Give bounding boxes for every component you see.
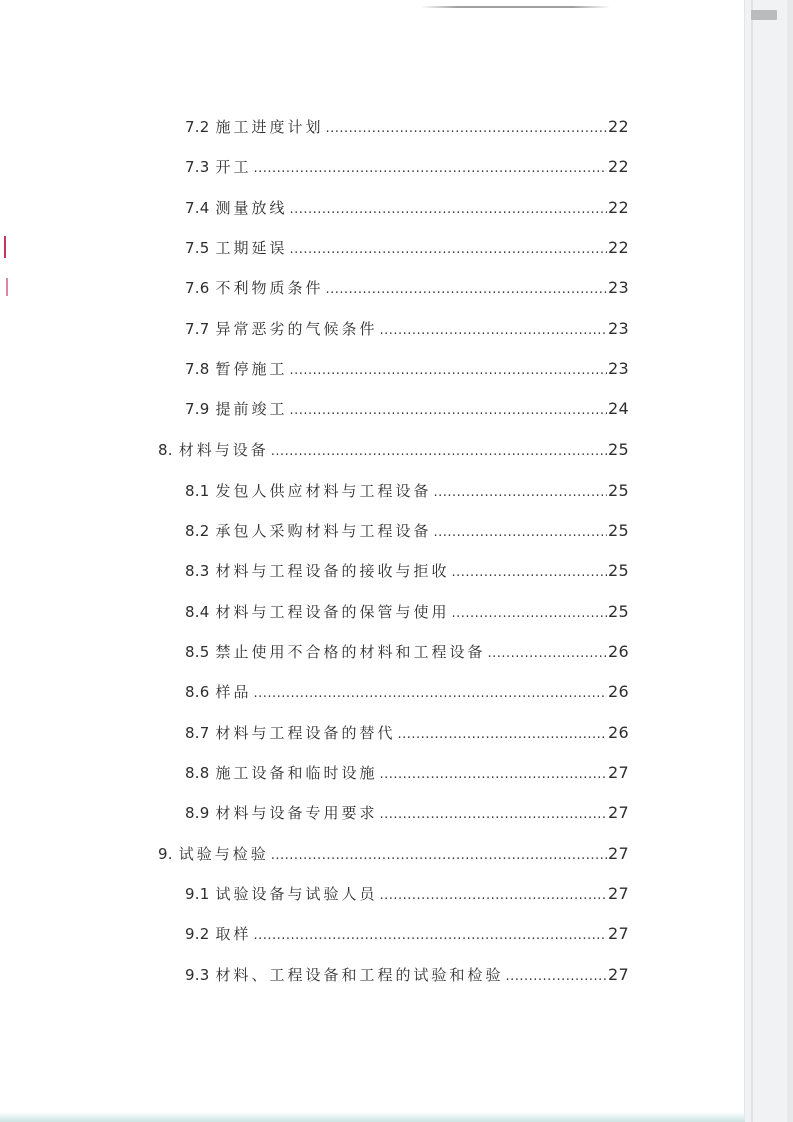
- toc-entry-number: 8.9: [185, 804, 210, 822]
- toc-entry-page: 25: [608, 481, 629, 500]
- toc-dot-leader: [325, 117, 607, 141]
- toc-dot-leader: [253, 157, 607, 181]
- toc-entry[interactable]: [185, 115, 629, 139]
- toc-entry-number: 8.1: [185, 482, 210, 500]
- toc-entry-title: 异常恶劣的气候条件: [215, 320, 378, 338]
- toc-chapter-page: 27: [608, 844, 629, 863]
- toc-entry-page: 26: [608, 723, 629, 742]
- toc-entry[interactable]: [185, 801, 629, 825]
- toc-dot-leader: [451, 602, 607, 626]
- toc-entry[interactable]: [185, 357, 629, 381]
- toc-entry-page: 22: [608, 198, 629, 217]
- toc-entry[interactable]: [185, 559, 629, 583]
- toc-entry-number: 7.5: [185, 239, 210, 257]
- toc-entry-page: 26: [608, 642, 629, 661]
- toc-entry-title: 禁止使用不合格的材料和工程设备: [215, 643, 486, 661]
- toc-entry-number: 8.6: [185, 683, 210, 701]
- toc-entry-page: 25: [608, 521, 629, 540]
- toc-entry[interactable]: [185, 680, 629, 704]
- toc-entry-page: 23: [608, 359, 629, 378]
- toc-dot-leader: [379, 319, 607, 343]
- toc-entry[interactable]: [185, 236, 629, 260]
- toc-dot-leader: [487, 642, 607, 666]
- toc-entry-number: 9.3: [185, 966, 210, 984]
- toc-entry-page: 22: [608, 157, 629, 176]
- toc-dot-leader: [289, 359, 607, 383]
- toc-entry-title: 材料与工程设备的替代: [215, 724, 396, 742]
- scan-artifact-left-mark: [4, 236, 6, 258]
- toc-entry-page: 26: [608, 682, 629, 701]
- toc-entry-number: 7.9: [185, 400, 210, 418]
- toc-dot-leader: [379, 884, 607, 908]
- toc-entry-title: 材料、工程设备和工程的试验和检验: [215, 966, 504, 984]
- toc-entry-number: 8.5: [185, 643, 210, 661]
- toc-entry-title: 样品: [215, 683, 252, 701]
- toc-dot-leader: [505, 965, 607, 989]
- toc-chapter-page: 25: [608, 440, 629, 459]
- toc-dot-leader: [379, 763, 607, 787]
- toc-entry-title: 暂停施工: [215, 360, 288, 378]
- toc-dot-leader: [397, 723, 607, 747]
- toc-entry-page: 27: [608, 924, 629, 943]
- toc-entry-number: 8.7: [185, 724, 210, 742]
- scan-artifact-left-mark-2: [6, 278, 8, 296]
- toc-entry[interactable]: [185, 922, 629, 946]
- toc-entry-page: 22: [608, 117, 629, 136]
- scan-artifact-fold-line: [751, 0, 753, 1122]
- toc-entry-title: 不利物质条件: [215, 279, 324, 297]
- toc-dot-leader: [451, 561, 607, 585]
- toc-entry[interactable]: [185, 519, 629, 543]
- toc-entry-number: 7.6: [185, 279, 210, 297]
- toc-entry-number: 8.2: [185, 522, 210, 540]
- toc-entry[interactable]: [185, 963, 629, 987]
- toc-dot-leader: [289, 198, 607, 222]
- toc-entry[interactable]: [185, 155, 629, 179]
- toc-entry-number: 8.4: [185, 603, 210, 621]
- toc-entry-page: 23: [608, 278, 629, 297]
- toc-chapter-number: 8.: [158, 441, 173, 459]
- toc-chapter[interactable]: [158, 842, 629, 866]
- toc-dot-leader: [433, 481, 607, 505]
- toc-entry-title: 材料与设备专用要求: [215, 804, 378, 822]
- toc-entry[interactable]: [185, 640, 629, 664]
- toc-entry-number: 7.8: [185, 360, 210, 378]
- toc-entry-page: 23: [608, 319, 629, 338]
- toc-entry-number: 7.4: [185, 199, 210, 217]
- toc-entry-title: 发包人供应材料与工程设备: [215, 482, 432, 500]
- toc-entry[interactable]: [185, 317, 629, 341]
- toc-dot-leader: [289, 238, 607, 262]
- toc-entry-page: 27: [608, 884, 629, 903]
- toc-entry-title: 开工: [215, 158, 252, 176]
- toc-entry[interactable]: [185, 397, 629, 421]
- toc-dot-leader: [253, 682, 607, 706]
- toc-entry[interactable]: [185, 600, 629, 624]
- toc-entry-title: 工期延误: [215, 239, 288, 257]
- toc-chapter-number: 9.: [158, 845, 173, 863]
- toc-entry[interactable]: [185, 721, 629, 745]
- toc-entry-page: 25: [608, 561, 629, 580]
- toc-entry-title: 测量放线: [215, 199, 288, 217]
- toc-chapter[interactable]: [158, 438, 629, 462]
- toc-entry-title: 承包人采购材料与工程设备: [215, 522, 432, 540]
- toc-entry-number: 8.8: [185, 764, 210, 782]
- toc-dot-leader: [271, 844, 607, 868]
- toc-entry-title: 取样: [215, 925, 252, 943]
- toc-entry-number: 9.1: [185, 885, 210, 903]
- toc-entry-title: 材料与工程设备的接收与拒收: [215, 562, 450, 580]
- scan-artifact-top: [420, 6, 610, 8]
- toc-entry-page: 27: [608, 965, 629, 984]
- toc-entry-number: 7.3: [185, 158, 210, 176]
- toc-entry-number: 9.2: [185, 925, 210, 943]
- toc-entry-title: 提前竣工: [215, 400, 288, 418]
- toc-entry[interactable]: [185, 479, 629, 503]
- toc-entry[interactable]: [185, 276, 629, 300]
- toc-entry[interactable]: [185, 196, 629, 220]
- toc-entry-title: 施工进度计划: [215, 118, 324, 136]
- scan-artifact-bottom: [0, 1112, 745, 1122]
- toc-entry-title: 材料与工程设备的保管与使用: [215, 603, 450, 621]
- toc-entry-page: 25: [608, 602, 629, 621]
- toc-entry[interactable]: [185, 882, 629, 906]
- toc-entry-page: 24: [608, 399, 629, 418]
- toc-entry-page: 27: [608, 763, 629, 782]
- toc-dot-leader: [289, 399, 607, 423]
- toc-dot-leader: [433, 521, 607, 545]
- toc-entry-number: 8.3: [185, 562, 210, 580]
- toc-dot-leader: [271, 440, 607, 464]
- toc-entry-title: 试验设备与试验人员: [215, 885, 378, 903]
- toc-entry-title: 施工设备和临时设施: [215, 764, 378, 782]
- toc-chapter-title: 材料与设备: [178, 441, 269, 459]
- scan-artifact-right-edge: [787, 0, 793, 1122]
- toc-dot-leader: [379, 803, 607, 827]
- toc-entry-page: 22: [608, 238, 629, 257]
- toc-entry-number: 7.2: [185, 118, 210, 136]
- toc-entry-number: 7.7: [185, 320, 210, 338]
- toc-dot-leader: [253, 924, 607, 948]
- toc-entry[interactable]: [185, 761, 629, 785]
- scan-artifact-corner: [751, 10, 777, 20]
- toc-dot-leader: [325, 278, 607, 302]
- toc-chapter-title: 试验与检验: [178, 845, 269, 863]
- toc-entry-page: 27: [608, 803, 629, 822]
